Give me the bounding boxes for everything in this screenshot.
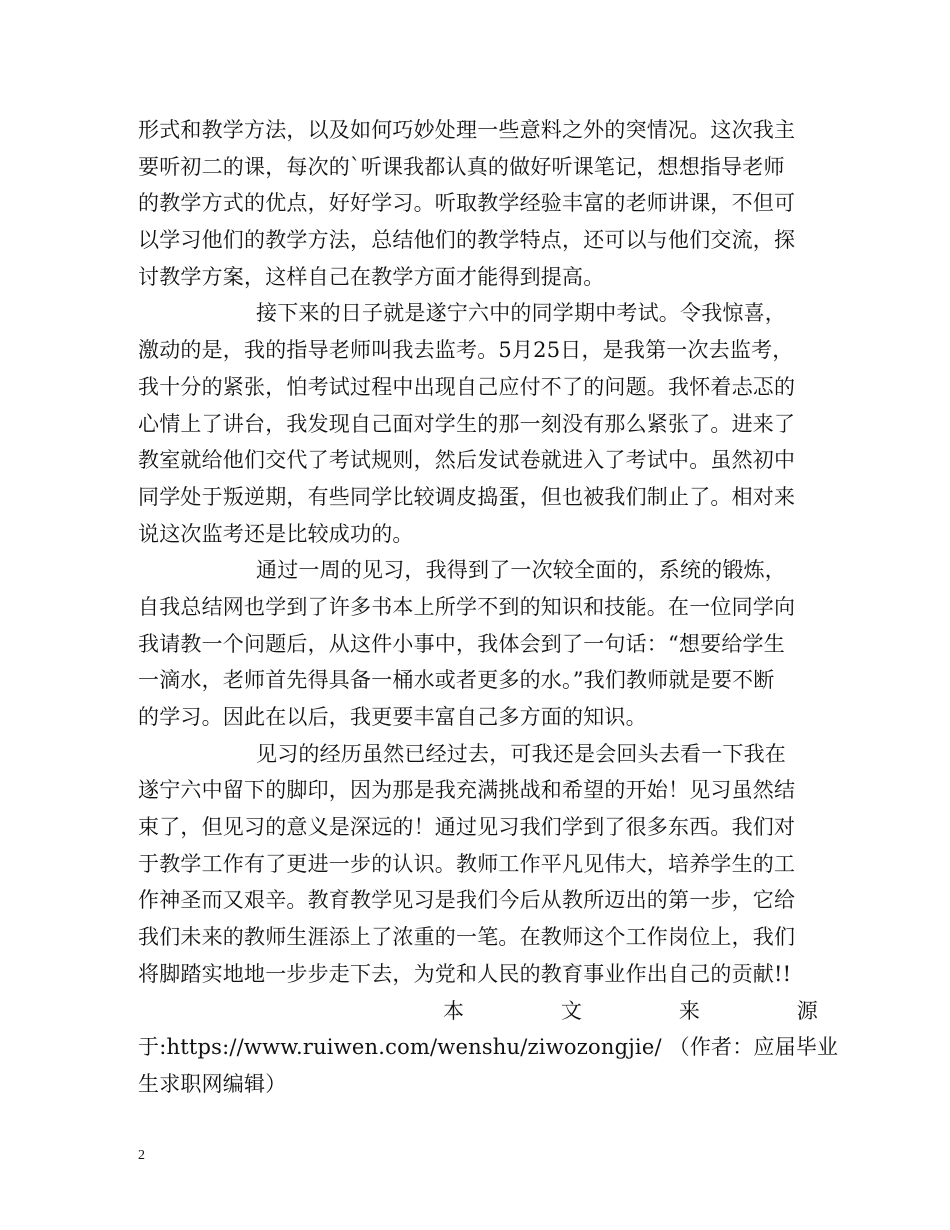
source-char: 来 xyxy=(678,998,701,1023)
text-line: 我请教一个问题后，从这件小事中，我体会到了一句话：“想要给学生 xyxy=(138,631,785,656)
text-line: 我十分的紧张，怕考试过程中出现自己应付不了的问题。我怀着忐忑的 xyxy=(138,374,796,399)
source-char: 源 xyxy=(796,998,818,1023)
source-note xyxy=(138,993,839,1103)
source-author-line: 生求职网编辑） xyxy=(138,1071,287,1096)
body-text xyxy=(138,112,839,1103)
text-line: 的学习。因此在以后，我更要丰富自己多方面的知识。 xyxy=(138,705,647,729)
text-line: 接下来的日子就是遂宁六中的同学期中考试。令我惊喜， xyxy=(256,301,786,326)
text-line: 自我总结网也学到了许多书本上所学不到的知识和技能。在一位同学向 xyxy=(138,594,796,619)
page-number: 2 xyxy=(138,1148,145,1163)
text-line: 说这次监考还是比较成功的。 xyxy=(138,521,414,546)
paragraph-1 xyxy=(138,112,818,295)
text-line: 我们未来的教师生涯添上了浓重的一笔。在教师这个工作岗位上，我们 xyxy=(138,925,796,950)
text-line: 于教学工作有了更进一步的认识。教师工作平凡见伟大，培养学生的工 xyxy=(138,851,796,876)
text-line: 教室就给他们交代了考试规则，然后发试卷就进入了考试中。虽然初中 xyxy=(138,448,796,473)
source-heading xyxy=(138,993,818,1030)
source-char: 文 xyxy=(560,998,583,1023)
text-line: 作神圣而又艰辛。教育教学见习是我们今后从教所迈出的第一步，它给 xyxy=(138,888,796,913)
paragraph-4 xyxy=(138,736,818,993)
text-line: 一滴水，老师首先得具备一桶水或者更多的水。”我们教师就是要不断 xyxy=(138,668,775,693)
text-line: 以学习他们的教学方法，总结他们的教学特点，还可以与他们交流，探 xyxy=(138,228,796,253)
text-line: 同学处于叛逆期，有些同学比较调皮捣蛋，但也被我们制止了。相对来 xyxy=(138,484,796,509)
text-line: 激动的是，我的指导老师叫我去监考。5月25日，是我第一次去监考， xyxy=(138,338,794,363)
source-url-line: 于:https://www.ruiwen.com/wenshu/ziwozongjie/ （作者：应届毕业 xyxy=(138,1035,839,1060)
text-line: 束了，但见习的意义是深远的！通过见习我们学到了很多东西。我们对 xyxy=(138,815,796,840)
text-line: 遂宁六中留下的脚印，因为那是我充满挑战和希望的开始！见习虽然结 xyxy=(138,778,796,803)
text-line: 的教学方式的优点，好好学习。听取教学经验丰富的老师讲课，不但可 xyxy=(138,191,796,216)
paragraph-3 xyxy=(138,552,818,735)
text-line: 讨教学方案，这样自己在教学方面才能得到提高。 xyxy=(138,264,605,289)
paragraph-2 xyxy=(138,295,818,552)
text-line: 要听初二的课，每次的`听课我都认真的做好听课笔记，想想指导老师 xyxy=(138,154,785,179)
text-line: 心情上了讲台，我发现自己面对学生的那一刻没有那么紧张了。进来了 xyxy=(138,411,796,436)
text-line: 形式和教学方法，以及如何巧妙处理一些意料之外的突情况。这次我主 xyxy=(138,118,796,142)
text-line: 将脚踏实地地一步步走下去，为党和人民的教育事业作出自己的贡献!! xyxy=(138,961,792,986)
text-line: 通过一周的见习，我得到了一次较全面的，系统的锻炼， xyxy=(256,558,786,583)
source-char: 本 xyxy=(443,998,465,1023)
text-line: 见习的经历虽然已经过去，可我还是会回头去看一下我在 xyxy=(256,741,786,766)
